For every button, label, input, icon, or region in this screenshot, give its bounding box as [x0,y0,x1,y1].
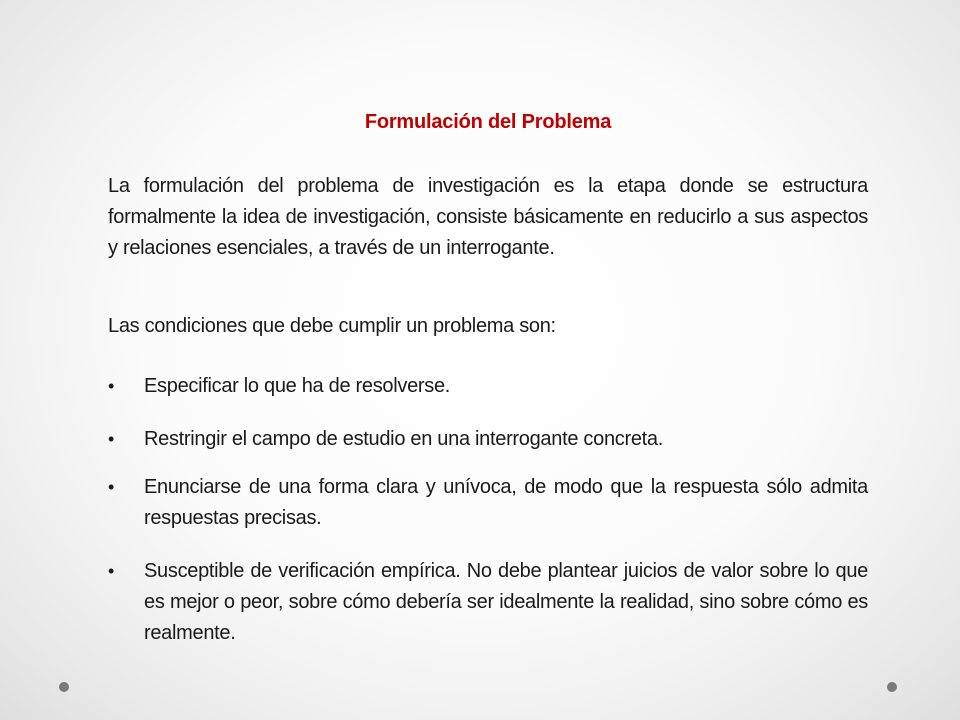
list-item-text: Restringir el campo de estudio en una interrogante concreta. [144,428,663,450]
bullet-icon: • [108,561,115,581]
intro-paragraph: La formulación del problema de investigación es la etapa donde se estructura formalmente la idea de investigación, consiste básicamente en reducirlo a sus aspectos y relaciones esenciales, a través de un interrogante. [108,175,868,259]
list-item-text: Enunciarse de una forma clara y unívoca, de modo que la respuesta sólo admita respuestas precisas. [144,476,868,529]
slide-title: Formulación del Problema [364,111,612,133]
bullet-icon: • [108,376,115,396]
decorative-dot-icon [887,682,897,692]
bullet-icon: • [108,477,115,497]
list-item-text: Especificar lo que ha de resolverse. [144,375,451,397]
list-item [108,556,868,649]
list-item-text: Susceptible de verificación empírica. No debe plantear juicios de valor sobre lo que es mejor o peor, sobre cómo debería ser idealmente la realidad, sino sobre cómo es realmente. [144,560,868,644]
list-item [108,371,868,402]
conditions-intro: Las condiciones que debe cumplir un problema son: [108,315,556,337]
list-item [108,424,868,455]
decorative-dot-icon [59,682,69,692]
bullet-icon: • [108,429,115,449]
list-item [108,472,868,534]
